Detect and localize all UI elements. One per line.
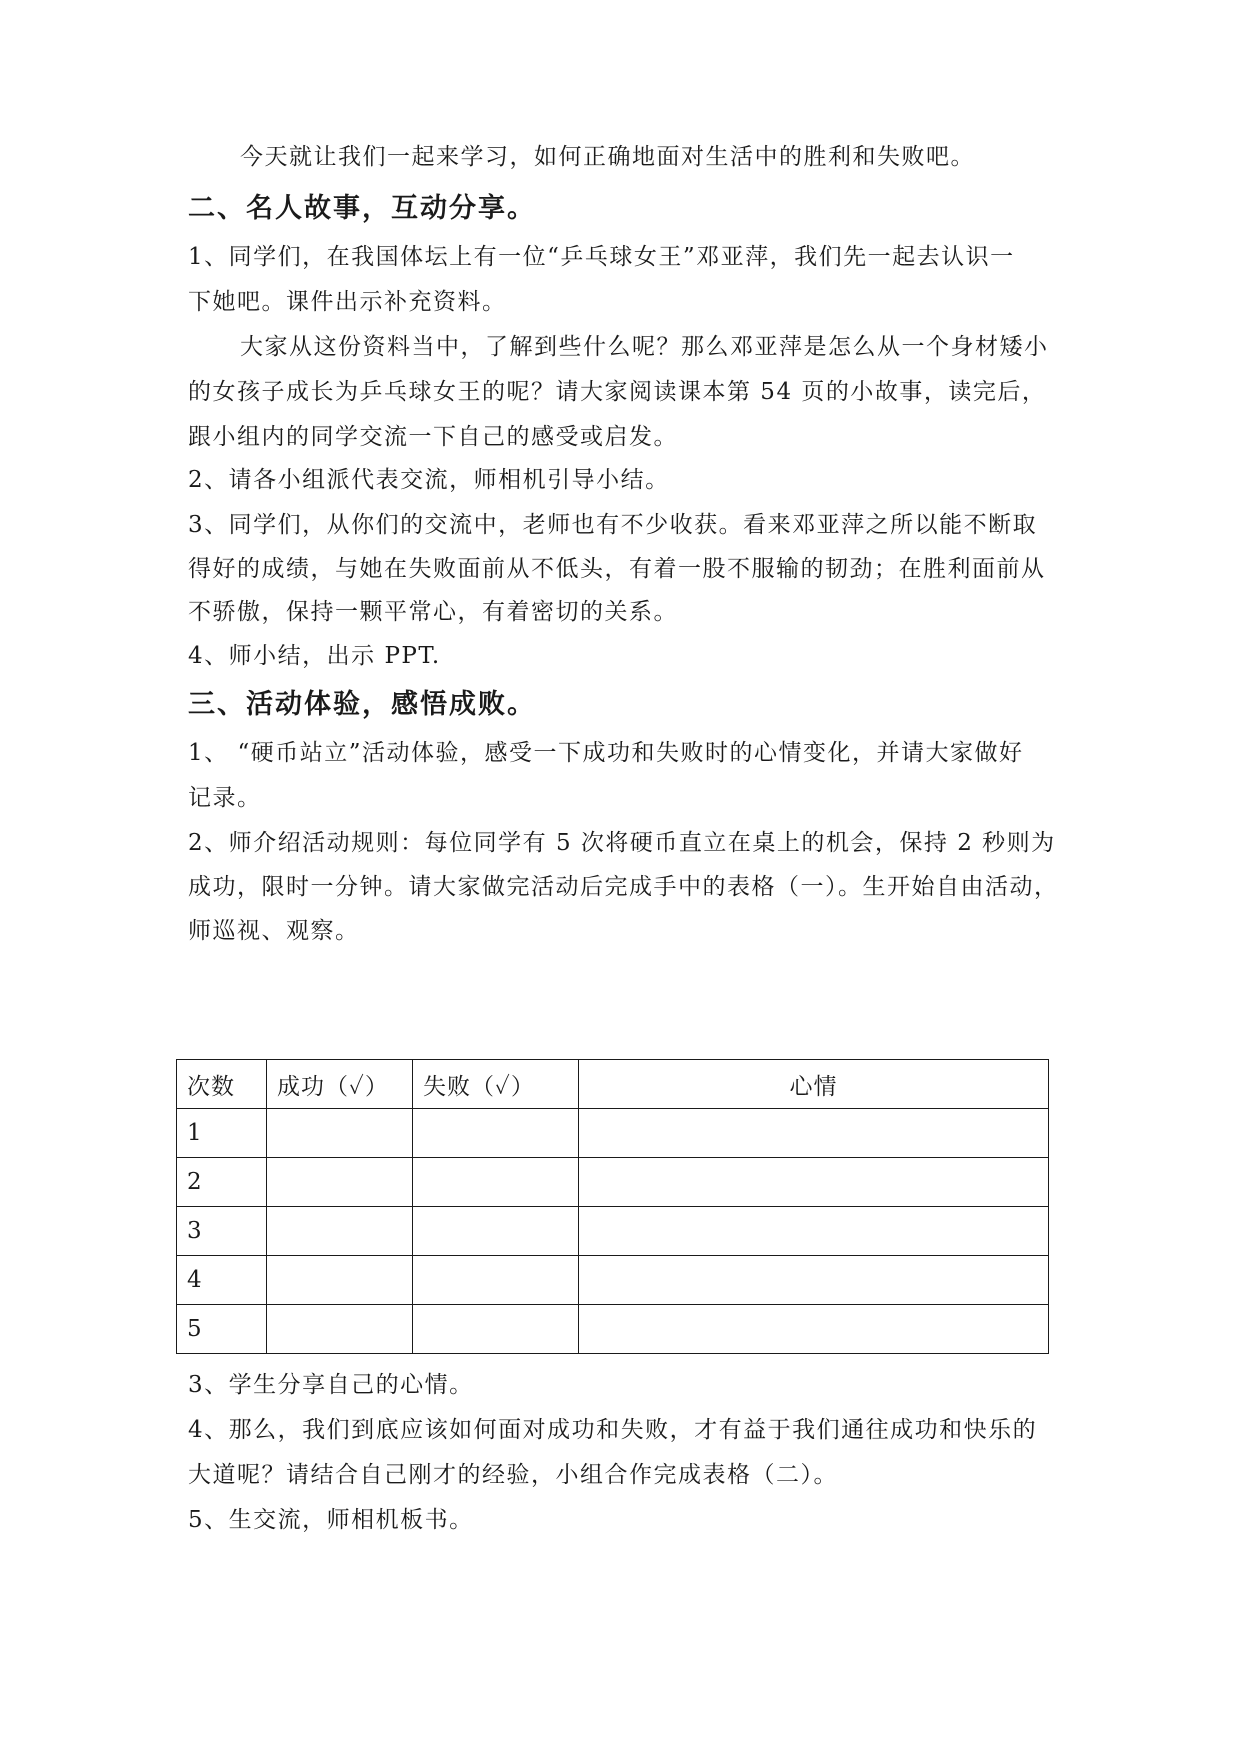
failure-cell[interactable] [413,1158,579,1207]
section-3-heading: 三、活动体验，感悟成败。 [188,689,536,720]
attempt-number: 2 [177,1158,267,1207]
table-header-row [177,1060,1049,1109]
success-cell[interactable] [267,1158,413,1207]
s2-item-3-line-1: 3、同学们，从你们的交流中，老师也有不少收获。看来邓亚萍之所以能不断取 [188,512,1038,538]
header-attempt: 次数 [177,1060,267,1109]
s3-item-4-line-2: 大道呢？请结合自己刚才的经验，小组合作完成表格（二）。 [188,1462,838,1488]
attempt-number: 3 [177,1207,267,1256]
s2-item-4: 4、师小结，出示 PPT. [188,643,441,669]
s3-item-1-line-1: 1、 “硬币站立”活动体验，感受一下成功和失败时的心情变化，并请大家做好 [188,740,1024,766]
s3-item-5: 5、生交流，师相机板书。 [188,1507,474,1533]
s2-paragraph-line-2: 的女孩子成长为乒乓球女王的呢？请大家阅读课本第 54 页的小故事，读完后， [188,379,1047,405]
failure-cell[interactable] [413,1109,579,1158]
s3-item-4-line-1: 4、那么，我们到底应该如何面对成功和失败，才有益于我们通往成功和快乐的 [188,1417,1038,1443]
header-mood: 心情 [579,1060,1049,1109]
table-row [177,1256,1049,1305]
s2-item-1-line-2: 下她吧。课件出示补充资料。 [188,289,507,315]
success-cell[interactable] [267,1207,413,1256]
mood-cell[interactable] [579,1305,1049,1354]
failure-cell[interactable] [413,1256,579,1305]
header-failure: 失败（✓） [413,1060,579,1109]
s2-item-3-line-3: 不骄傲，保持一颗平常心，有着密切的关系。 [188,599,678,625]
s3-item-1-line-2: 记录。 [188,785,262,811]
table-row [177,1305,1049,1354]
s2-paragraph-line-1: 大家从这份资料当中，了解到些什么呢？那么邓亚萍是怎么从一个身材矮小 [240,334,1049,360]
attempt-number: 1 [177,1109,267,1158]
mood-cell[interactable] [579,1109,1049,1158]
s2-item-3-line-2: 得好的成绩，与她在失败面前从不低头，有着一股不服输的韧劲；在胜利面前从 [188,556,1046,582]
s2-item-2: 2、请各小组派代表交流，师相机引导小结。 [188,467,670,493]
intro-paragraph: 今天就让我们一起来学习，如何正确地面对生活中的胜利和失败吧。 [240,144,975,170]
s3-item-2-line-2: 成功，限时一分钟。请大家做完活动后完成手中的表格（一）。生开始自由活动， [188,874,1059,900]
failure-cell[interactable] [413,1305,579,1354]
activity-record-table [176,1059,1049,1354]
table-row [177,1158,1049,1207]
mood-cell[interactable] [579,1158,1049,1207]
s2-item-1-line-1: 1、同学们，在我国体坛上有一位“乒乓球女王”邓亚萍，我们先一起去认识一 [188,244,1015,270]
mood-cell[interactable] [579,1256,1049,1305]
success-cell[interactable] [267,1305,413,1354]
mood-cell[interactable] [579,1207,1049,1256]
attempt-number: 5 [177,1305,267,1354]
attempt-number: 4 [177,1256,267,1305]
failure-cell[interactable] [413,1207,579,1256]
s3-item-2-line-1: 2、师介绍活动规则：每位同学有 5 次将硬币直立在桌上的机会，保持 2 秒则为 [188,830,1056,856]
table-row [177,1207,1049,1256]
s2-paragraph-line-3: 跟小组内的同学交流一下自己的感受或启发。 [188,424,678,450]
s3-item-2-line-3: 师巡视、观察。 [188,918,360,944]
table-row [177,1109,1049,1158]
success-cell[interactable] [267,1109,413,1158]
header-success: 成功（✓） [267,1060,413,1109]
s3-item-3: 3、学生分享自己的心情。 [188,1372,474,1398]
success-cell[interactable] [267,1256,413,1305]
section-2-heading: 二、名人故事，互动分享。 [188,193,536,224]
